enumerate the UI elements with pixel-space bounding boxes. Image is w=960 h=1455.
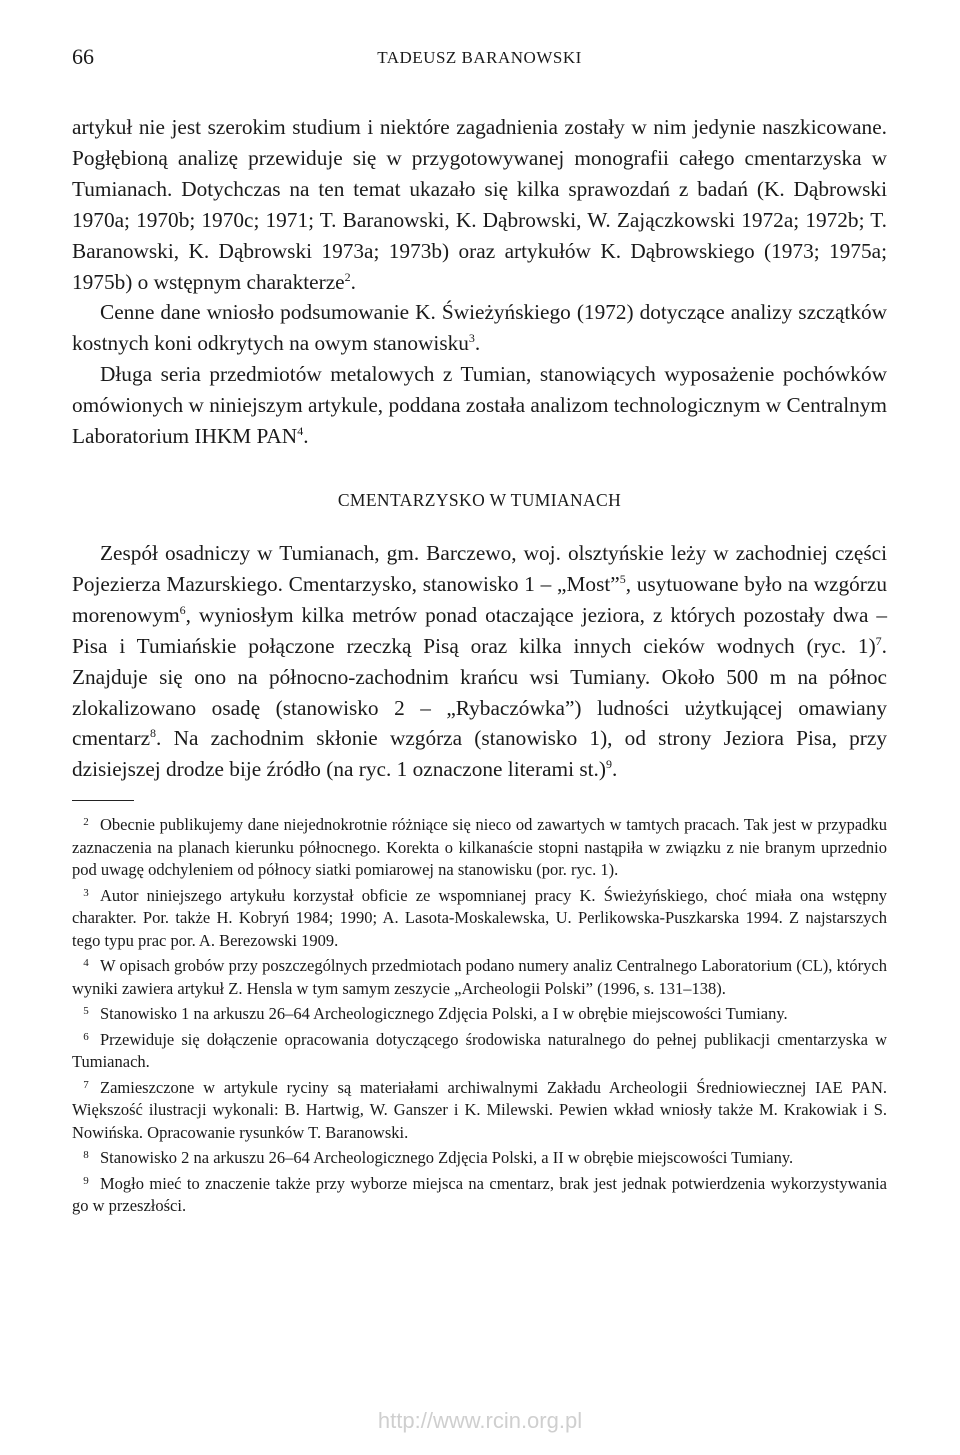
- paragraph-text: Zespół osadniczy w Tumianach, gm. Barczewo, woj. olsztyńskie leży w zachodniej części Pojezierza Mazurskiego. Cmentarzysko, stanowisko 1 – „Most”: [72, 540, 887, 596]
- footnote: [72, 882, 887, 953]
- footnote-number: 6: [83, 1030, 89, 1043]
- paragraph-text: Cenne dane wniosło podsumowanie K. Świeżyńskiego (1972) dotyczące analizy szczątków kostnych koni odkrytych na owym stanowisku: [72, 300, 887, 356]
- paragraph-text: . Znajduje się ono na północno-zachodnim krańcu wsi Tumiany. Około 500 m na północ zlokalizowano osadę (stanowisko 2 – „Rybaczówka”) ludności użytkującej omawiany cmentarz: [72, 633, 887, 751]
- footnotes: [72, 811, 887, 1218]
- footnote-ref: 8: [150, 726, 157, 741]
- footnote-ref: 7: [875, 633, 882, 648]
- footnote-text: Autor niniejszego artykułu korzystał obficie ze wspomnianej pracy K. Świeżyńskiego, choć miała ona wstępny charakter. Por. także H. Kobryń 1984; 1990; A. Lasota-Moskalewska, U. Perlikowska-Puszkarska 1994. Z najstarszych tego typu prac por. A. Berezowski 1909.: [72, 885, 887, 950]
- page-number: 66: [72, 44, 94, 69]
- footnote-text: Stanowisko 2 na arkuszu 26–64 Archeologicznego Zdjęcia Polski, a II w obrębie miejscowości Tumiany.: [100, 1148, 794, 1168]
- footnote-text: Obecnie publikujemy dane niejednokrotnie różniące się nieco od zawartych w tamtych pracach. Tak jest w przypadku zaznaczenia na planach kierunku północnego. Korekta o kilkanaście stopni nastąpiła w związku z nie branym uprzednio pod uwagę odchyleniem od północy siatki pomiarowej na stanowisku (por. ryc. 1).: [72, 815, 887, 880]
- footnote-text: Przewiduje się dołączenie opracowania dotyczącego środowiska naturalnego do pełnej publikacji cmentarzyska w Tumianach.: [72, 1029, 887, 1072]
- footnote-text: Zamieszczone w artykule ryciny są materiałami archiwalnymi Zakładu Archeologii Średniowiecznej IAE PAN. Większość ilustracji wykonali: B. Hartwig, W. Ganszer i K. Milewski. Pewien wkład wniosły także M. Krakowiak i S. Nowińska. Opracowanie rysunków T. Baranowski.: [72, 1077, 887, 1142]
- paragraph: [72, 359, 887, 452]
- footnote-text: Mogło mieć to znaczenie także przy wyborze miejsca na cmentarz, brak jest jednak potwierdzenia wykorzystywania go w przeszłości.: [72, 1173, 887, 1216]
- paragraph: [72, 297, 887, 359]
- paragraph-text: artykuł nie jest szerokim studium i niektóre zagadnienia zostały w nim jedynie naszkicowane. Pogłębioną analizę przewiduje się w przygotowywanej monografii całego cmentarzyska w Tumianach. Dotychczas na ten temat ukazało się kilka sprawozdań z badań (K. Dąbrowski 1970a; 1970b; 1970c; 1971; T. Baranowski, K. Dąbrowski, W. Zajączkowski 1972a; 1972b; T. Baranowski, K. Dąbrowski 1973a; 1973b) oraz artykułów K. Dąbrowskiego (1973; 1975a; 1975b) o wstępnym charakterze: [72, 115, 887, 294]
- footnote-ref: 2: [344, 269, 351, 284]
- punctuation: .: [303, 424, 309, 449]
- footnote-number: 8: [83, 1149, 89, 1162]
- punctuation: .: [474, 331, 481, 356]
- footnote: [72, 1000, 887, 1026]
- footnote-ref: 4: [297, 424, 304, 439]
- paragraph-text: , wyniosłym kilka metrów ponad otaczające jeziora, z których pozostały dwa – Pisa i Tumiańskie połączone rzeczką Pisą oraz kilka innych cieków wodnych (ryc. 1): [72, 602, 887, 658]
- document-page: [72, 40, 887, 1218]
- paragraph-text: , usytuowane było na wzgórzu morenowym: [72, 571, 887, 627]
- footnote-divider: [72, 800, 134, 801]
- footnote: [72, 1170, 887, 1218]
- footnote-text: W opisach grobów przy poszczególnych przedmiotach podano numery analiz Centralnego Laboratorium (CL), których wyniki zawiera artykuł Z. Hensla w tym samym zeszycie „Archeologii Polski” (1996, s. 131–138).: [72, 956, 887, 998]
- footnote-ref: 5: [619, 571, 626, 586]
- footnote-number: 5: [83, 1005, 89, 1018]
- running-head-author: TADEUSZ BARANOWSKI: [377, 48, 582, 67]
- body-text: [72, 112, 887, 785]
- footnote-number: 7: [83, 1078, 89, 1091]
- paragraph-text: Długa seria przedmiotów metalowych z Tumian, stanowiących wyposażenie pochówków omówionych w niniejszym artykule, poddana została analizom technologicznym w Centralnym Laboratorium IHKM PAN: [72, 362, 887, 449]
- footnote-ref: 9: [605, 757, 612, 772]
- section-heading: CMENTARZYSKO W TUMIANACH: [337, 489, 622, 510]
- footnote-number: 9: [83, 1174, 89, 1187]
- footnote-ref: 6: [179, 602, 186, 617]
- footnote: [72, 1074, 887, 1145]
- footnote-text: Stanowisko 1 na arkuszu 26–64 Archeologicznego Zdjęcia Polski, a I w obrębie miejscowości Tumiany.: [100, 1004, 788, 1024]
- footnote-number: 3: [83, 886, 89, 899]
- footnote: [72, 952, 887, 1000]
- footnote: [72, 811, 887, 882]
- footnote-number: 4: [83, 957, 89, 970]
- footnote: [72, 1026, 887, 1074]
- punctuation: .: [350, 269, 356, 294]
- paragraph-text: . Na zachodnim skłonie wzgórza (stanowisko 1), od strony Jeziora Pisa, przy dzisiejszej drodze bije źródło (na ryc. 1 oznaczone literami st.): [72, 726, 887, 782]
- paragraph: [72, 538, 887, 785]
- running-head: [72, 40, 887, 80]
- watermark-url: http://www.rcin.org.pl: [377, 1408, 583, 1433]
- paragraph: [72, 112, 887, 297]
- footnote-number: 2: [83, 816, 89, 829]
- footnote-ref: 3: [468, 331, 475, 346]
- punctuation: .: [611, 757, 618, 782]
- footnote: [72, 1144, 887, 1170]
